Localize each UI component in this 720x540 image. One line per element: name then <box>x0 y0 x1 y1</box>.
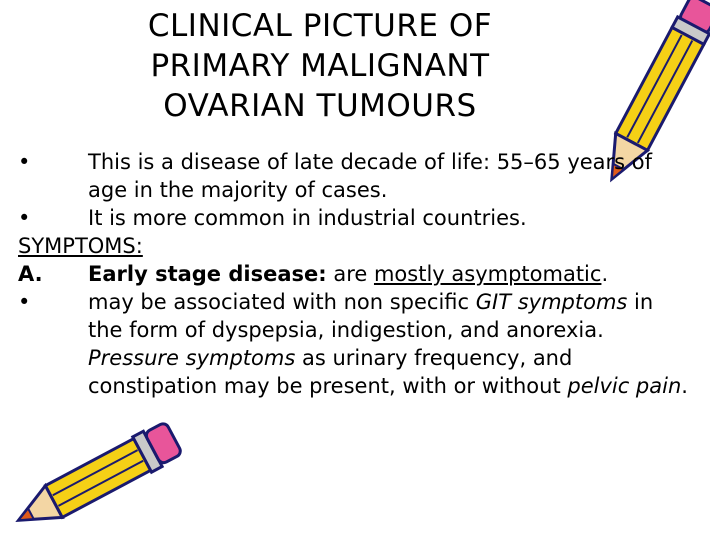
detail-part-1: may be associated with non specific <box>88 290 476 314</box>
slide-body <box>18 148 688 400</box>
title-line-1: CLINICAL PICTURE OF <box>147 8 493 44</box>
bullet-marker: • <box>18 206 31 230</box>
early-stage-text: are <box>326 262 374 286</box>
early-stage-label: Early stage disease: <box>88 262 327 286</box>
detail-part-2: in the form of dyspepsia, indigestion, and anorexia. <box>88 290 654 342</box>
bullet-text <box>18 288 688 400</box>
bullet-marker: • <box>18 150 31 174</box>
detail-part-4: . <box>681 374 688 398</box>
title-line-3: OVARIAN TUMOURS <box>163 88 477 124</box>
early-stage-end: . <box>601 262 609 286</box>
early-stage-marker: A. <box>18 262 43 286</box>
detail-pressure: Pressure symptoms <box>88 346 296 370</box>
slide-title <box>100 6 540 126</box>
detail-pelvic: pelvic pain <box>567 374 682 398</box>
early-stage-item <box>18 260 688 288</box>
title-line-2: PRIMARY MALIGNANT <box>150 48 490 84</box>
list-item <box>18 148 688 204</box>
early-stage-emphasis: mostly asymptomatic <box>373 262 602 286</box>
bullet-marker: • <box>18 290 31 314</box>
yellow-pencil-icon <box>8 420 188 535</box>
list-item <box>18 204 688 232</box>
symptoms-heading: SYMPTOMS: <box>18 234 143 258</box>
bullet-text: This is a disease of late decade of life: 55–65 years of age in the majority of cases. <box>88 150 653 202</box>
detail-part-3: as urinary frequency, and constipation may be present, with or without <box>88 346 573 398</box>
list-item <box>18 288 688 400</box>
bullet-text: It is more common in industrial countries. <box>88 206 527 230</box>
detail-git: GIT symptoms <box>475 290 628 314</box>
